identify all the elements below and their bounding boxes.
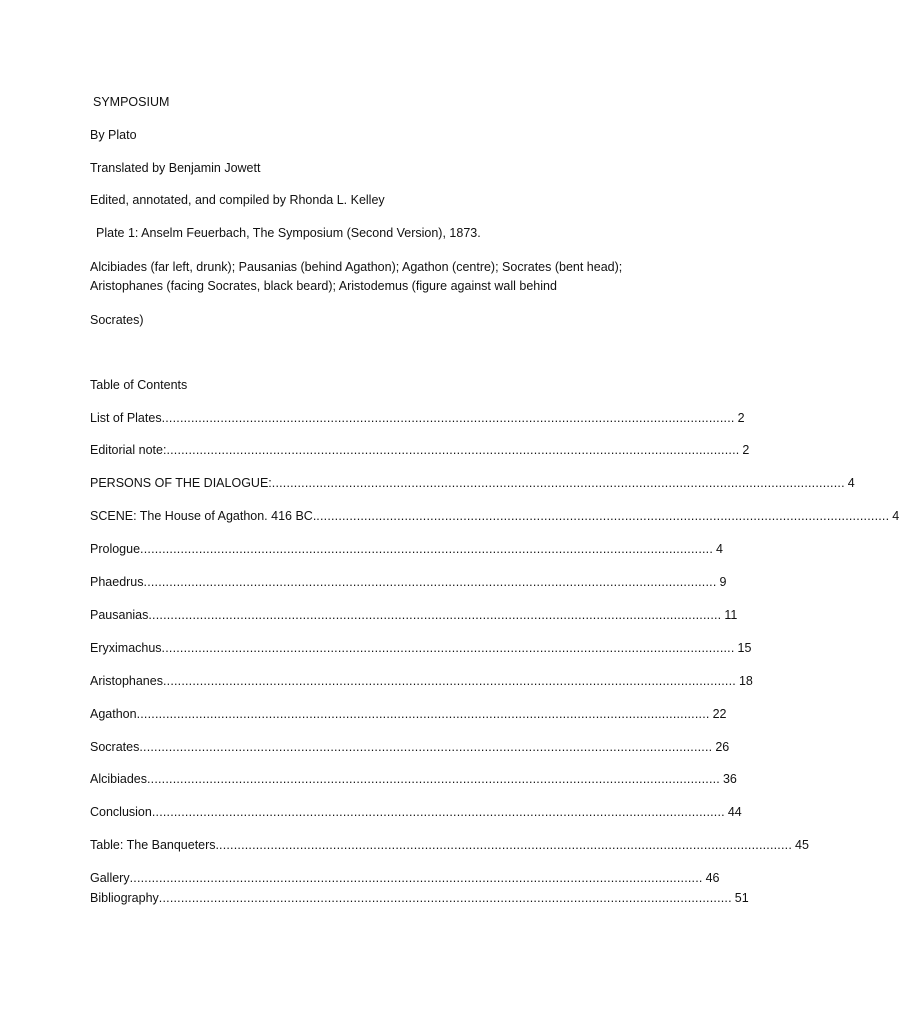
toc-entry-page: 36: [722, 772, 737, 786]
toc-entry-eryximachus[interactable]: [90, 639, 752, 657]
toc-leader-dots: ............................................................................................................................................................: [140, 542, 714, 556]
toc-entry-title: Eryximachus: [90, 641, 162, 655]
toc-entry-page: 2: [737, 411, 745, 425]
document-title: SYMPOSIUM: [93, 95, 170, 109]
toc-entry-title: Phaedrus: [90, 575, 144, 589]
toc-entry-title: Prologue: [90, 542, 141, 556]
toc-leader-dots: ............................................................................................................................................................: [162, 674, 736, 688]
toc-entry-alcibiades[interactable]: [90, 770, 737, 788]
toc-leader-dots: ............................................................................................................................................................: [219, 838, 793, 852]
toc-entry-gallery[interactable]: [90, 869, 720, 887]
toc-entry-page: 4: [847, 476, 855, 490]
toc-entry-title: Bibliography: [90, 891, 159, 905]
toc-entry-aristophanes[interactable]: [90, 672, 753, 690]
toc-entry-page: 4: [892, 509, 899, 523]
toc-entry-title: List of Plates: [90, 411, 162, 425]
toc-entry-title: Socrates: [90, 740, 140, 754]
toc-entry-title: Table: The Banqueters.: [90, 838, 220, 852]
toc-entry-page: 46: [705, 871, 720, 885]
toc-entry-editorial-note[interactable]: [90, 441, 750, 459]
toc-entry-page: 45: [795, 838, 809, 852]
toc-leader-dots: ............................................................................................................................................................: [129, 871, 703, 885]
toc-entry-title: PERSONS OF THE DIALOGUE:: [90, 476, 272, 490]
toc-entry-page: 44: [727, 805, 742, 819]
toc-entry-persons[interactable]: [90, 474, 855, 492]
toc-entry-pausanias[interactable]: [90, 606, 738, 624]
toc-leader-dots: ............................................................................................................................................................: [161, 641, 735, 655]
toc-entry-page: 18: [738, 674, 753, 688]
toc-entry-title: Conclusion: [90, 805, 152, 819]
toc-leader-dots: ............................................................................................................................................................: [158, 891, 732, 905]
toc-entry-banqueters[interactable]: [90, 836, 809, 854]
toc-entry-page: 22: [712, 707, 727, 721]
toc-entry-page: 15: [737, 641, 752, 655]
toc-entry-title: Alcibiades: [90, 772, 147, 786]
toc-entry-agathon[interactable]: [90, 705, 727, 723]
toc-leader-dots: ............................................................................................................................................................: [271, 476, 845, 490]
toc-heading: Table of Contents: [90, 378, 188, 392]
plate-description-line-1: Alcibiades (far left, drunk); Pausanias (behind Agathon); Agathon (centre); Socrates (bent head);: [90, 260, 623, 274]
toc-entry-title: Gallery: [90, 871, 130, 885]
translator-line: Translated by Benjamin Jowett: [90, 161, 261, 175]
author-line: By Plato: [90, 128, 137, 142]
plate-description-line-2: Aristophanes (facing Socrates, black beard); Aristodemus (figure against wall behind: [90, 279, 557, 293]
toc-entry-title: Aristophanes: [90, 674, 163, 688]
toc-leader-dots: ............................................................................................................................................................: [136, 707, 710, 721]
toc-entry-page: 26: [715, 740, 730, 754]
toc-entry-prologue[interactable]: [90, 540, 723, 558]
toc-entry-phaedrus[interactable]: [90, 573, 727, 591]
toc-entry-page: 51: [734, 891, 749, 905]
toc-entry-socrates[interactable]: [90, 738, 730, 756]
toc-leader-dots: ............................................................................................................................................................: [151, 805, 725, 819]
toc-entry-title: Agathon: [90, 707, 137, 721]
toc-entry-title: Editorial note:: [90, 443, 167, 457]
editor-line: Edited, annotated, and compiled by Rhonda L. Kelley: [90, 193, 385, 207]
toc-leader-dots: ............................................................................................................................................................: [139, 740, 713, 754]
toc-entry-conclusion[interactable]: [90, 803, 742, 821]
toc-entry-page: 9: [719, 575, 727, 589]
toc-leader-dots: ............................................................................................................................................................: [166, 443, 740, 457]
plate-caption: Plate 1: Anselm Feuerbach, The Symposium (Second Version), 1873.: [96, 226, 481, 240]
toc-entry-page: 4: [716, 542, 723, 556]
toc-entry-list-of-plates[interactable]: [90, 409, 745, 427]
toc-leader-dots: ............................................................................................................................................................: [148, 608, 722, 622]
toc-entry-title: SCENE: The House of Agathon. 416 BC.: [90, 509, 317, 523]
toc-entry-bibliography[interactable]: [90, 889, 749, 907]
toc-leader-dots: ............................................................................................................................................................: [161, 411, 735, 425]
toc-entry-title: Pausanias: [90, 608, 149, 622]
plate-description-line-3: Socrates): [90, 313, 144, 327]
toc-leader-dots: ............................................................................................................................................................: [146, 772, 720, 786]
toc-entry-page: 11: [724, 608, 738, 622]
toc-entry-page: 2: [742, 443, 750, 457]
toc-leader-dots: ............................................................................................................................................................: [316, 509, 890, 523]
toc-entry-scene[interactable]: [90, 507, 899, 525]
toc-leader-dots: ............................................................................................................................................................: [143, 575, 717, 589]
